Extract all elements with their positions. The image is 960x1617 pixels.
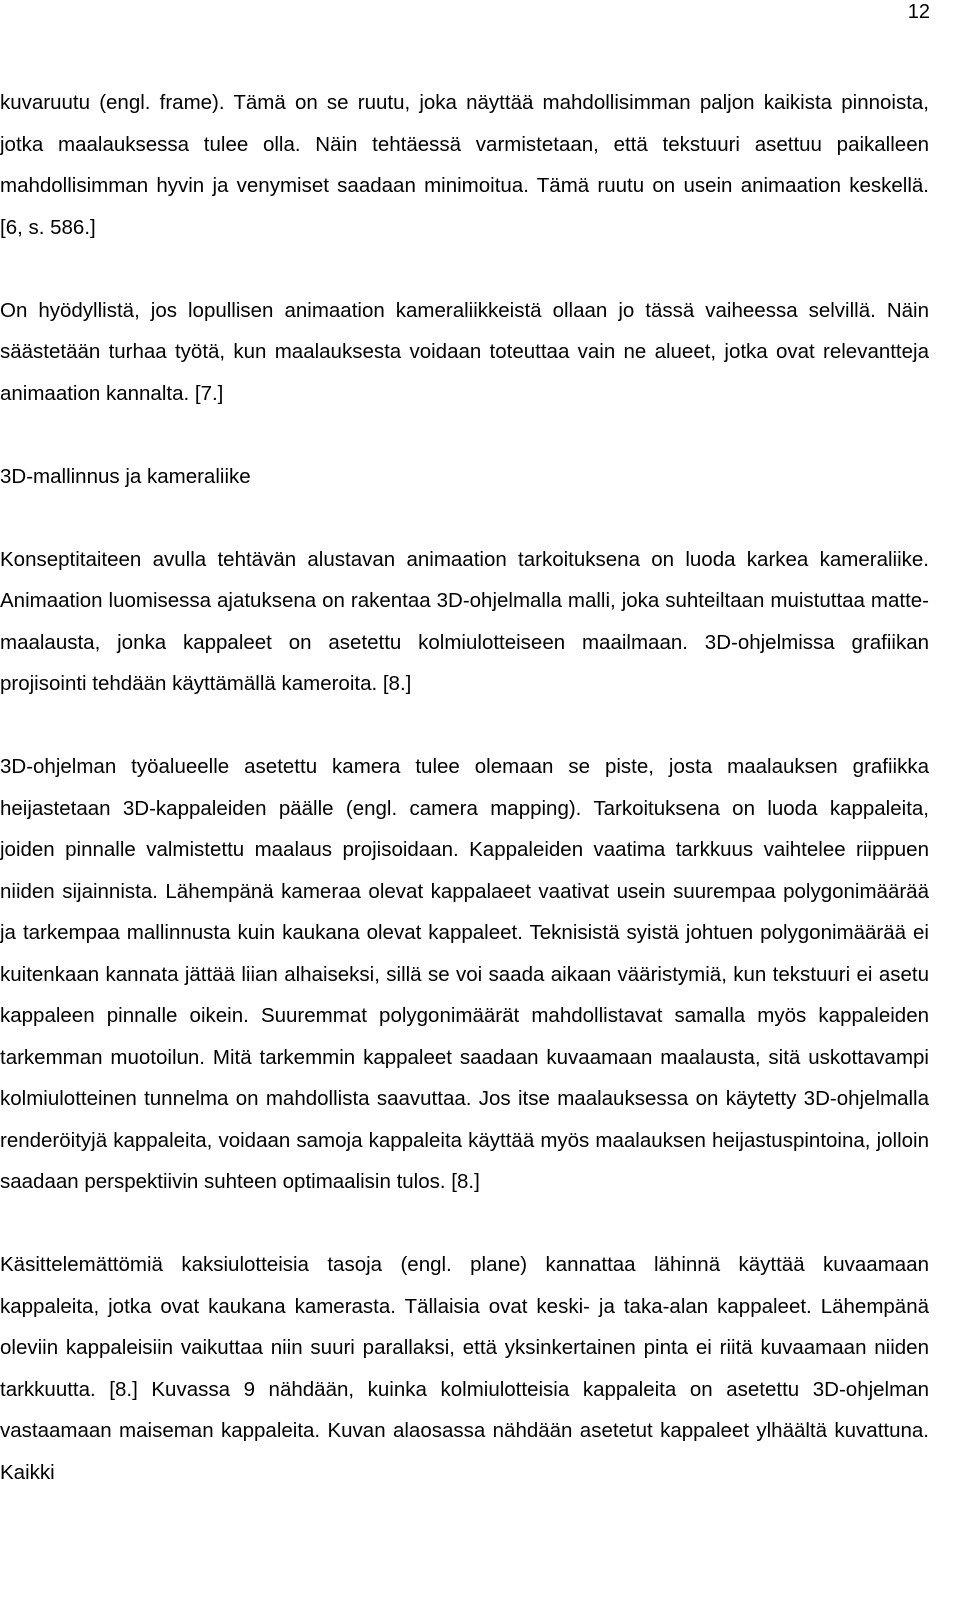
page-number: 12 — [907, 1, 930, 23]
paragraph-gap — [0, 414, 929, 456]
section-heading: 3D-mallinnus ja kameraliike — [0, 464, 251, 488]
paragraph-frame: kuvaruutu (engl. frame). Tämä on se ruutu, joka näyttää mahdollisimman paljon kaikista pinnoista, jotka maalauksessa tulee olla. Näin tehtäessä varmistetaan, että tekstuuri asettuu paikalleen mahdollisimman hyvin ja venymiset saadaan minimoitua. Tämä ruutu on usein animaation keskellä. [6, s. 586.] — [0, 91, 929, 239]
paragraph-camera-mapping: 3D-ohjelman työalueelle asetettu kamera tulee olemaan se piste, josta maalauksen grafiikka heijastetaan 3D-kappaleiden päälle (engl. camera mapping). Tarkoituksena on luoda kappaleita, joiden pinnalle valmistettu maalaus projisoidaan. Kappaleiden vaatima tarkkuus vaihtelee riippuen niiden sijainnista. Lähempänä kameraa olevat kappalaeet vaativat usein suurempaa polygonimäärää ja tarkempaa mallinnusta kuin kaukana olevat kappaleet. Teknisistä syistä johtuen polygonimäärää ei kuitenkaan kannata jättää liian alhaiseksi, sillä se voi saada aikaan vääristymiä, kun tekstuuri ei asetu kappaleen pinnalle oikein. Suuremmat polygonimäärät mahdollistavat samalla myös kappaleiden tarkemman muotoilun. Mitä tarkemmin kappaleet saadaan kuvaamaan maalausta, sitä uskottavampi kolmiulotteinen tunnelma on mahdollista saavuttaa. Jos itse maalauksessa on käytetty 3D-ohjelmalla renderöityjä kappaleita, voidaan samoja kappaleita käyttää myös maalauksen heijastuspintoina, jolloin saadaan perspektiivin suhteen optimaalisin tulos. [8.] — [0, 755, 929, 1193]
paragraph-gap — [0, 248, 929, 290]
document-body — [0, 82, 929, 1493]
paragraph-planes: Käsittelemättömiä kaksiulotteisia tasoja (engl. plane) kannattaa lähinnä käyttää kuvaamaan kappaleita, jotka ovat kaukana kamerasta. Tällaisia ovat keski- ja taka-alan kappaleet. Lähempänä oleviin kappaleisiin vaikuttaa niin suuri parallaksi, että yksinkertainen pinta ei riitä kuvaamaan niiden tarkkuutta. [8.] Kuvassa 9 nähdään, kuinka kolmiulotteisia kappaleita on asetettu 3D-ohjelman vastaamaan maiseman kappaleita. Kuvan alaosassa nähdään asetetut kappaleet ylhäältä kuvattuna. Kaikki — [0, 1253, 929, 1484]
paragraph-gap — [0, 705, 929, 747]
paragraph-concept-art: Konseptitaiteen avulla tehtävän alustavan animaation tarkoituksena on luoda karkea kameraliike. Animaation luomisessa ajatuksena on rakentaa 3D-ohjelmalla malli, joka suhteiltaan muistuttaa matte-maalausta, jonka kappaleet on asetettu kolmiulotteiseen maailmaan. 3D-ohjelmissa grafiikan projisointi tehdään käyttämällä kameroita. [8.] — [0, 547, 929, 695]
paragraph-gap — [0, 1203, 929, 1245]
paragraph-gap — [0, 497, 929, 539]
paragraph-camera-movements: On hyödyllistä, jos lopullisen animaation kameraliikkeistä ollaan jo tässä vaiheessa selvillä. Näin säästetään turhaa työtä, kun maalauksesta voidaan toteuttaa vain ne alueet, jotka ovat relevantteja animaation kannalta. [7.] — [0, 298, 929, 405]
